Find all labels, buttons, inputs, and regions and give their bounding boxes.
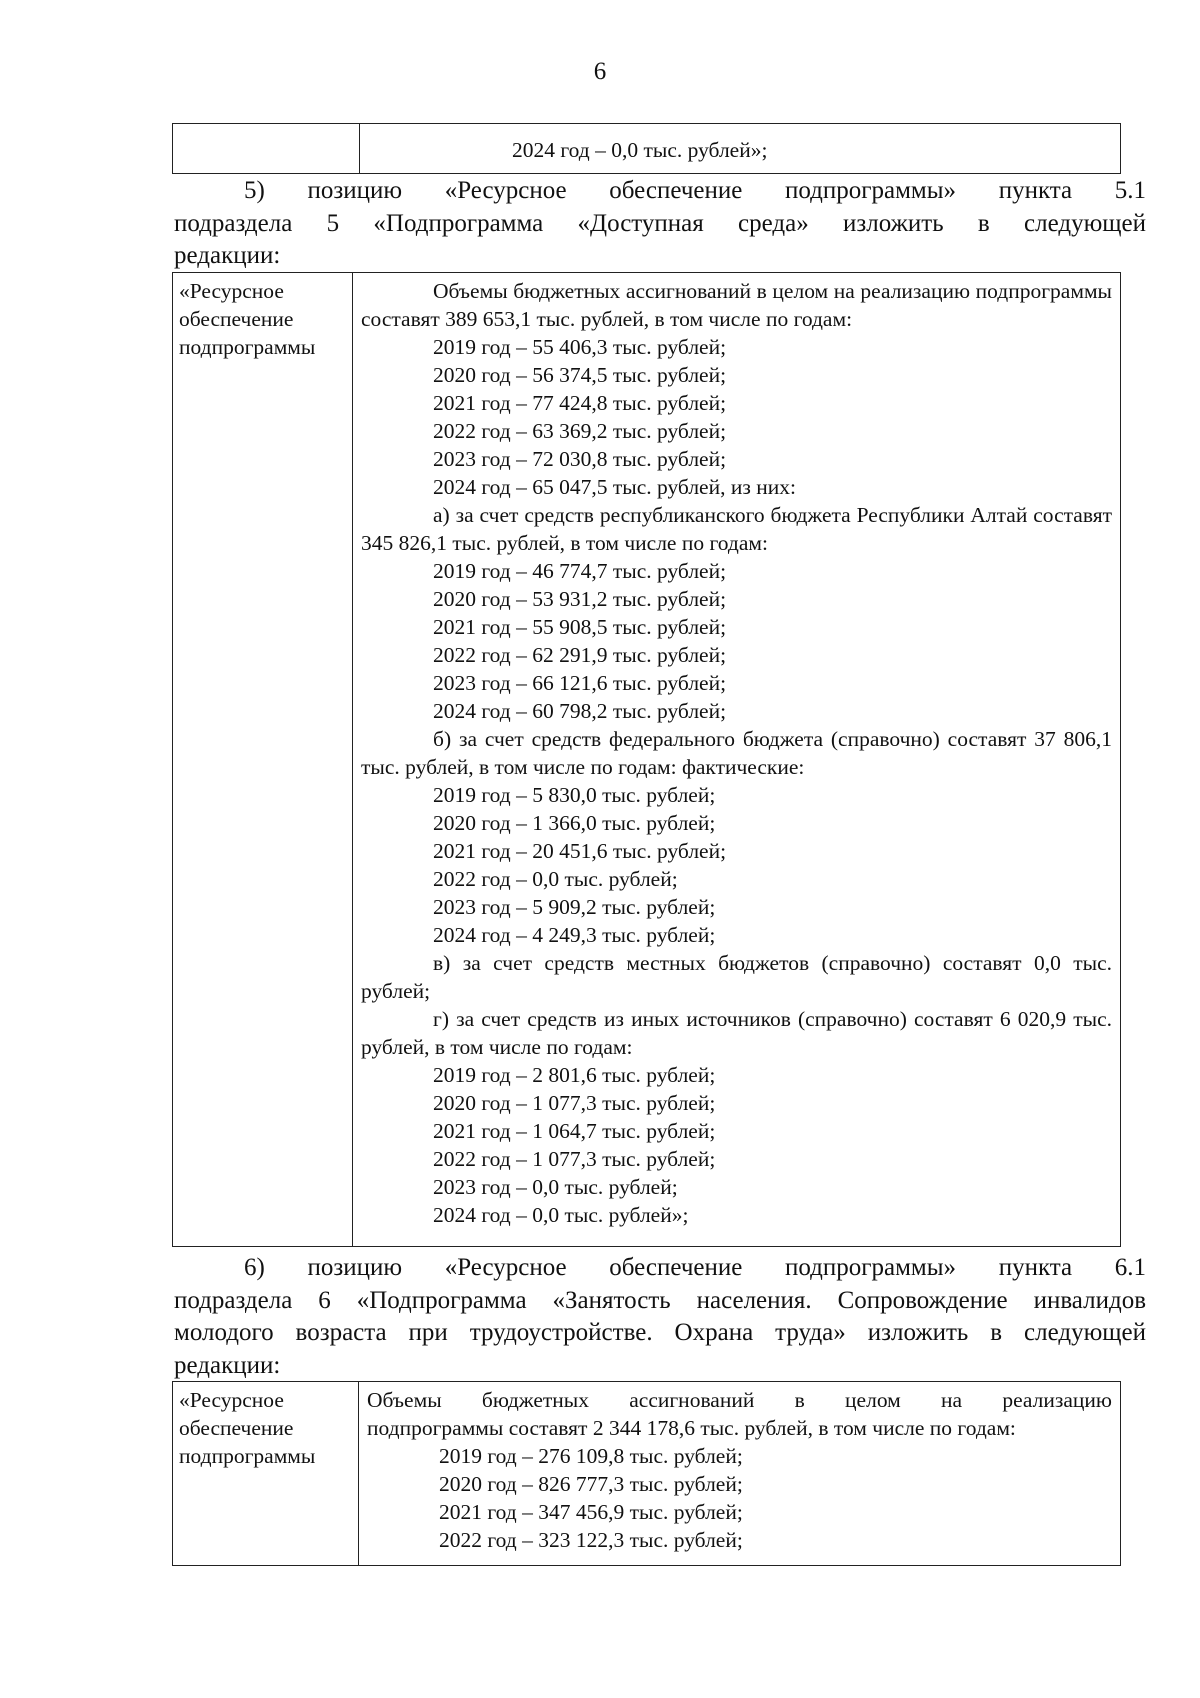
section-b-text: б) за счет средств федерального бюджета (справочно) составят 37 806,1 тыс. рублей, в том числе по годам: фактические: bbox=[361, 727, 1112, 779]
year-line: 2019 год – 55 406,3 тыс. рублей; bbox=[433, 335, 727, 359]
resource-table-subprogram-5 bbox=[172, 272, 1121, 1247]
paragraph-6-line-3: молодого возраста при трудоустройстве. Охрана труда» изложить в следующей bbox=[174, 1319, 1146, 1346]
year-line: 2022 год – 0,0 тыс. рублей; bbox=[433, 867, 678, 891]
year-line: 2024 год – 65 047,5 тыс. рублей, из них: bbox=[433, 475, 796, 499]
year-line: 2019 год – 46 774,7 тыс. рублей; bbox=[433, 559, 727, 583]
resource-content-cell bbox=[353, 273, 1121, 1247]
year-line: 2021 год – 20 451,6 тыс. рублей; bbox=[433, 839, 727, 863]
year-line: 2019 год – 276 109,8 тыс. рублей; bbox=[439, 1444, 743, 1468]
page-number: 6 bbox=[593, 58, 607, 85]
year-line: 2020 год – 1 366,0 тыс. рублей; bbox=[433, 811, 716, 835]
resource-content-cell bbox=[359, 1382, 1121, 1566]
year-line: 2021 год – 77 424,8 тыс. рублей; bbox=[433, 391, 727, 415]
paragraph-5-line-3: редакции: bbox=[174, 242, 281, 269]
year-line: 2023 год – 5 909,2 тыс. рублей; bbox=[433, 895, 716, 919]
year-line: 2020 год – 1 077,3 тыс. рублей; bbox=[433, 1091, 716, 1115]
budget-intro-line-1: Объемы бюджетных ассигнований в целом на реализацию bbox=[367, 1388, 1112, 1412]
label-line: подпрограммы bbox=[179, 335, 316, 359]
resource-label-cell bbox=[173, 273, 353, 1247]
year-line: 2021 год – 55 908,5 тыс. рублей; bbox=[433, 615, 727, 639]
year-line: 2020 год – 56 374,5 тыс. рублей; bbox=[433, 363, 727, 387]
year-line: 2019 год – 2 801,6 тыс. рублей; bbox=[433, 1063, 716, 1087]
continuation-year-line: 2024 год – 0,0 тыс. рублей»; bbox=[512, 138, 768, 162]
paragraph-5-line-1: 5) позицию «Ресурсное обеспечение подпрограммы» пункта 5.1 bbox=[244, 177, 1146, 204]
paragraph-6 bbox=[174, 1252, 1146, 1382]
year-line: 2021 год – 1 064,7 тыс. рублей; bbox=[433, 1119, 716, 1143]
section-v-text: в) за счет средств местных бюджетов (справочно) составят 0,0 тыс. рублей; bbox=[361, 951, 1112, 1003]
year-line: 2023 год – 66 121,6 тыс. рублей; bbox=[433, 671, 727, 695]
budget-intro: Объемы бюджетных ассигнований в целом на реализацию подпрограммы составят 389 653,1 тыс. рублей, в том числе по годам: bbox=[361, 279, 1112, 331]
paragraph-6-line-1: 6) позицию «Ресурсное обеспечение подпрограммы» пункта 6.1 bbox=[244, 1254, 1146, 1281]
year-line: 2024 год – 60 798,2 тыс. рублей; bbox=[433, 699, 727, 723]
paragraph-6-line-4: редакции: bbox=[174, 1351, 281, 1379]
label-line: обеспечение bbox=[179, 1416, 294, 1440]
year-line: 2022 год – 62 291,9 тыс. рублей; bbox=[433, 643, 727, 667]
year-line: 2023 год – 72 030,8 тыс. рублей; bbox=[433, 447, 727, 471]
continuation-label-cell bbox=[173, 124, 360, 174]
continuation-content-cell bbox=[360, 124, 1121, 174]
resource-table-subprogram-6 bbox=[172, 1381, 1121, 1566]
label-line: «Ресурсное bbox=[179, 279, 284, 303]
paragraph-5-line-2: подраздела 5 «Подпрограмма «Доступная среда» изложить в следующей bbox=[174, 209, 1146, 237]
year-line: 2022 год – 323 122,3 тыс. рублей; bbox=[439, 1528, 743, 1552]
label-line: подпрограммы bbox=[179, 1444, 316, 1468]
year-line: 2024 год – 0,0 тыс. рублей»; bbox=[433, 1203, 689, 1227]
budget-intro-line-2: подпрограммы составят 2 344 178,6 тыс. рублей, в том числе по годам: bbox=[367, 1416, 1016, 1440]
continuation-table bbox=[172, 123, 1121, 174]
label-line: обеспечение bbox=[179, 307, 294, 331]
label-line: «Ресурсное bbox=[179, 1388, 284, 1412]
year-line: 2019 год – 5 830,0 тыс. рублей; bbox=[433, 783, 716, 807]
resource-label-cell bbox=[173, 1382, 359, 1566]
year-line: 2023 год – 0,0 тыс. рублей; bbox=[433, 1175, 678, 1199]
year-line: 2020 год – 826 777,3 тыс. рублей; bbox=[439, 1472, 743, 1496]
year-line: 2021 год – 347 456,9 тыс. рублей; bbox=[439, 1500, 743, 1524]
year-line: 2024 год – 4 249,3 тыс. рублей; bbox=[433, 923, 716, 947]
section-a-text: а) за счет средств республиканского бюджета Республики Алтай составят 345 826,1 тыс. рублей, в том числе по годам: bbox=[361, 503, 1112, 555]
paragraph-6-line-2: подраздела 6 «Подпрограмма «Занятость населения. Сопровождение инвалидов bbox=[174, 1286, 1146, 1314]
paragraph-5 bbox=[174, 175, 1146, 273]
year-line: 2022 год – 1 077,3 тыс. рублей; bbox=[433, 1147, 716, 1171]
section-g-text: г) за счет средств из иных источников (справочно) составят 6 020,9 тыс. рублей, в том числе по годам: bbox=[361, 1007, 1112, 1059]
year-line: 2020 год – 53 931,2 тыс. рублей; bbox=[433, 587, 727, 611]
year-line: 2022 год – 63 369,2 тыс. рублей; bbox=[433, 419, 727, 443]
